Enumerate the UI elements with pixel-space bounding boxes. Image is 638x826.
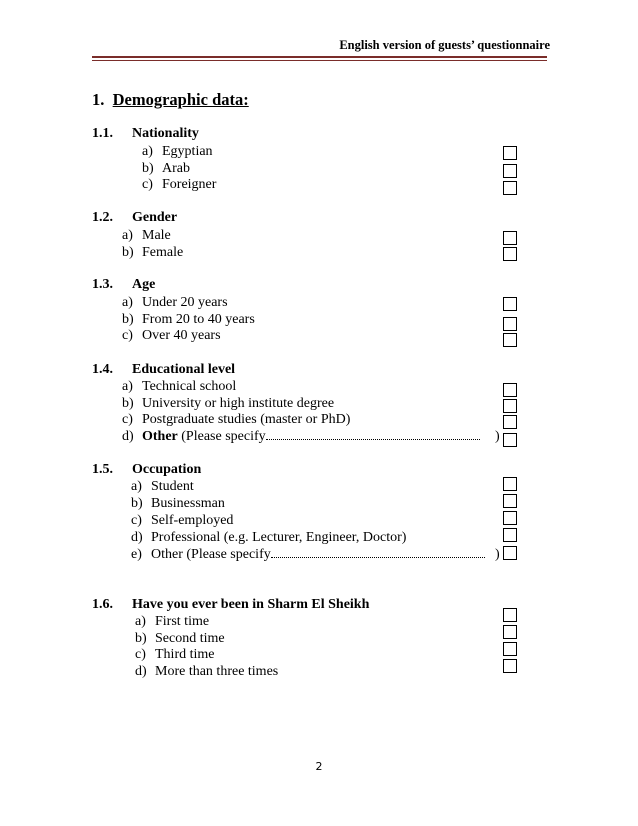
page-number: 2 — [315, 760, 323, 773]
option-businessman: b) Businessman — [131, 496, 225, 511]
option-third-time: c) Third time — [135, 647, 215, 662]
question-sharm-visits: 1.6. Have you ever been in Sharm El Sheikh — [92, 597, 370, 612]
checkbox-under-20[interactable] — [503, 297, 517, 311]
checkbox-technical-school[interactable] — [503, 383, 517, 397]
option-egyptian: a) Egyptian — [142, 144, 213, 159]
option-over-40: c) Over 40 years — [122, 328, 221, 343]
section-number: 1. — [92, 90, 105, 109]
option-female: b) Female — [122, 245, 184, 260]
specify-blank[interactable] — [266, 429, 480, 440]
option-technical-school: a) Technical school — [122, 379, 237, 394]
checkbox-male[interactable] — [503, 231, 517, 245]
option-foreigner: c) Foreigner — [142, 177, 217, 192]
checkbox-arab[interactable] — [503, 164, 517, 178]
option-more-than-three: d) More than three times — [135, 664, 279, 679]
option-university: b) University or high institute degree — [122, 396, 335, 411]
option-self-employed: c) Self-employed — [131, 513, 234, 528]
header-rule-thin — [92, 60, 547, 61]
closing-paren: ) — [495, 547, 500, 562]
question-education: 1.4. Educational level — [92, 362, 236, 377]
option-under-20: a) Under 20 years — [122, 295, 228, 310]
checkbox-egyptian[interactable] — [503, 146, 517, 160]
checkbox-20-to-40[interactable] — [503, 317, 517, 331]
option-male: a) Male — [122, 228, 171, 243]
option-professional: d) Professional (e.g. Lecturer, Engineer, Doctor) — [131, 530, 407, 545]
checkbox-education-other[interactable] — [503, 433, 517, 447]
header-rule — [92, 56, 547, 58]
checkbox-professional[interactable] — [503, 528, 517, 542]
option-arab: b) Arab — [142, 161, 190, 176]
page-header: English version of guests’ questionnaire — [339, 38, 550, 52]
option-second-time: b) Second time — [135, 631, 225, 646]
option-education-other: d) Other (Please specify — [122, 429, 480, 445]
checkbox-female[interactable] — [503, 247, 517, 261]
question-age: 1.3. Age — [92, 277, 156, 292]
section-title — [92, 90, 249, 110]
checkbox-more-than-three[interactable] — [503, 659, 517, 673]
checkbox-occupation-other[interactable] — [503, 546, 517, 560]
option-first-time: a) First time — [135, 614, 210, 629]
option-postgraduate: c) Postgraduate studies (master or PhD) — [122, 412, 351, 427]
question-occupation: 1.5. Occupation — [92, 462, 202, 477]
checkbox-university[interactable] — [503, 399, 517, 413]
section-title-text: Demographic data: — [112, 90, 249, 109]
checkbox-third-time[interactable] — [503, 642, 517, 656]
checkbox-first-time[interactable] — [503, 608, 517, 622]
option-occupation-other: e) Other (Please specify — [131, 547, 485, 563]
question-nationality: 1.1. Nationality — [92, 126, 199, 141]
specify-blank[interactable] — [271, 547, 485, 558]
option-student: a) Student — [131, 479, 194, 494]
checkbox-over-40[interactable] — [503, 333, 517, 347]
checkbox-foreigner[interactable] — [503, 181, 517, 195]
checkbox-postgraduate[interactable] — [503, 415, 517, 429]
checkbox-self-employed[interactable] — [503, 511, 517, 525]
option-20-to-40: b) From 20 to 40 years — [122, 312, 255, 327]
question-gender: 1.2. Gender — [92, 210, 178, 225]
checkbox-businessman[interactable] — [503, 494, 517, 508]
closing-paren: ) — [495, 429, 500, 444]
checkbox-student[interactable] — [503, 477, 517, 491]
checkbox-second-time[interactable] — [503, 625, 517, 639]
